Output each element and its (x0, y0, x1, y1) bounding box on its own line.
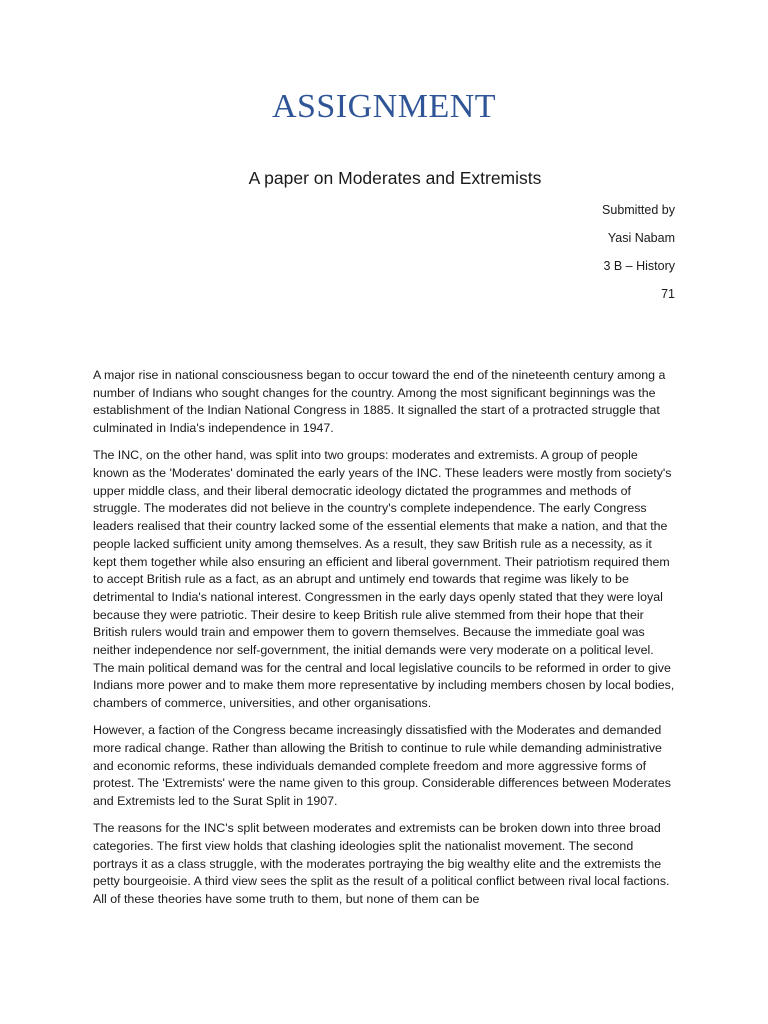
paragraph-3: However, a faction of the Congress became increasingly dissatisfied with the Moderates and demanded more radical change. Rather than allowing the British to continue to rule while demanding administrative and economic reforms, these individuals demanded complete freedom and more aggressive forms of protest. The 'Extremists' were the name given to this group. Considerable differences between Moderates and Extremists led to the Surat Split in 1907. (93, 723, 671, 809)
submitted-by-label: Submitted by (602, 203, 675, 217)
paragraph-1: A major rise in national consciousness began to occur toward the end of the nineteenth century among a number of Indians who sought changes for the country. Among the most significant beginnings was the establishment of the Indian National Congress in 1885. It signalled the start of a protracted struggle that culminated in India's independence in 1947. (93, 368, 666, 436)
roll-number: 71 (661, 287, 675, 301)
body-text (93, 367, 677, 918)
paragraph-2: The INC, on the other hand, was split into two groups: moderates and extremists. A group of people known as the 'Moderates' dominated the early years of the INC. These leaders were mostly from society's upper middle class, and their liberal democratic ideology dictated the programmes and methods of struggle. The moderates did not believe in the country's complete independence. The early Congress leaders realised that their country lacked some of the essential elements that make a nation, and that the people lacked sufficient unity among themselves. As a result, they saw British rule as a necessity, as it kept them together while also ensuring an efficient and liberal government. Their patriotism required them to accept British rule as a fact, as an abrupt and untimely end towards that regime was likely to be detrimental to India's national interest. Congressmen in the early days openly stated that they were loyal because they were patriotic. Their desire to keep British rule alive stemmed from their hope that their British rulers would train and empower them to govern themselves. Because the immediate goal was neither independence nor self-government, the initial demands were very moderate on a political level. The main political demand was for the central and local legislative councils to be reformed in order to give Indians more power and to make them more representative by including members chosen by local bodies, chambers of commerce, universities, and other organisations. (93, 448, 675, 711)
page-subtitle: A paper on Moderates and Extremists (248, 168, 542, 188)
author-class: 3 B – History (603, 259, 675, 273)
author-name: Yasi Nabam (607, 231, 675, 245)
paragraph-4: The reasons for the INC's split between moderates and extremists can be broken down into three broad categories. The first view holds that clashing ideologies split the nationalist movement. The second portrays it as a class struggle, with the moderates portraying the big wealthy elite and the extremists the petty bourgeoisie. A third view sees the split as the result of a political conflict between rival local factions. All of these theories have some truth to them, but none of them can be (93, 821, 670, 907)
page-title: ASSIGNMENT (271, 88, 497, 125)
